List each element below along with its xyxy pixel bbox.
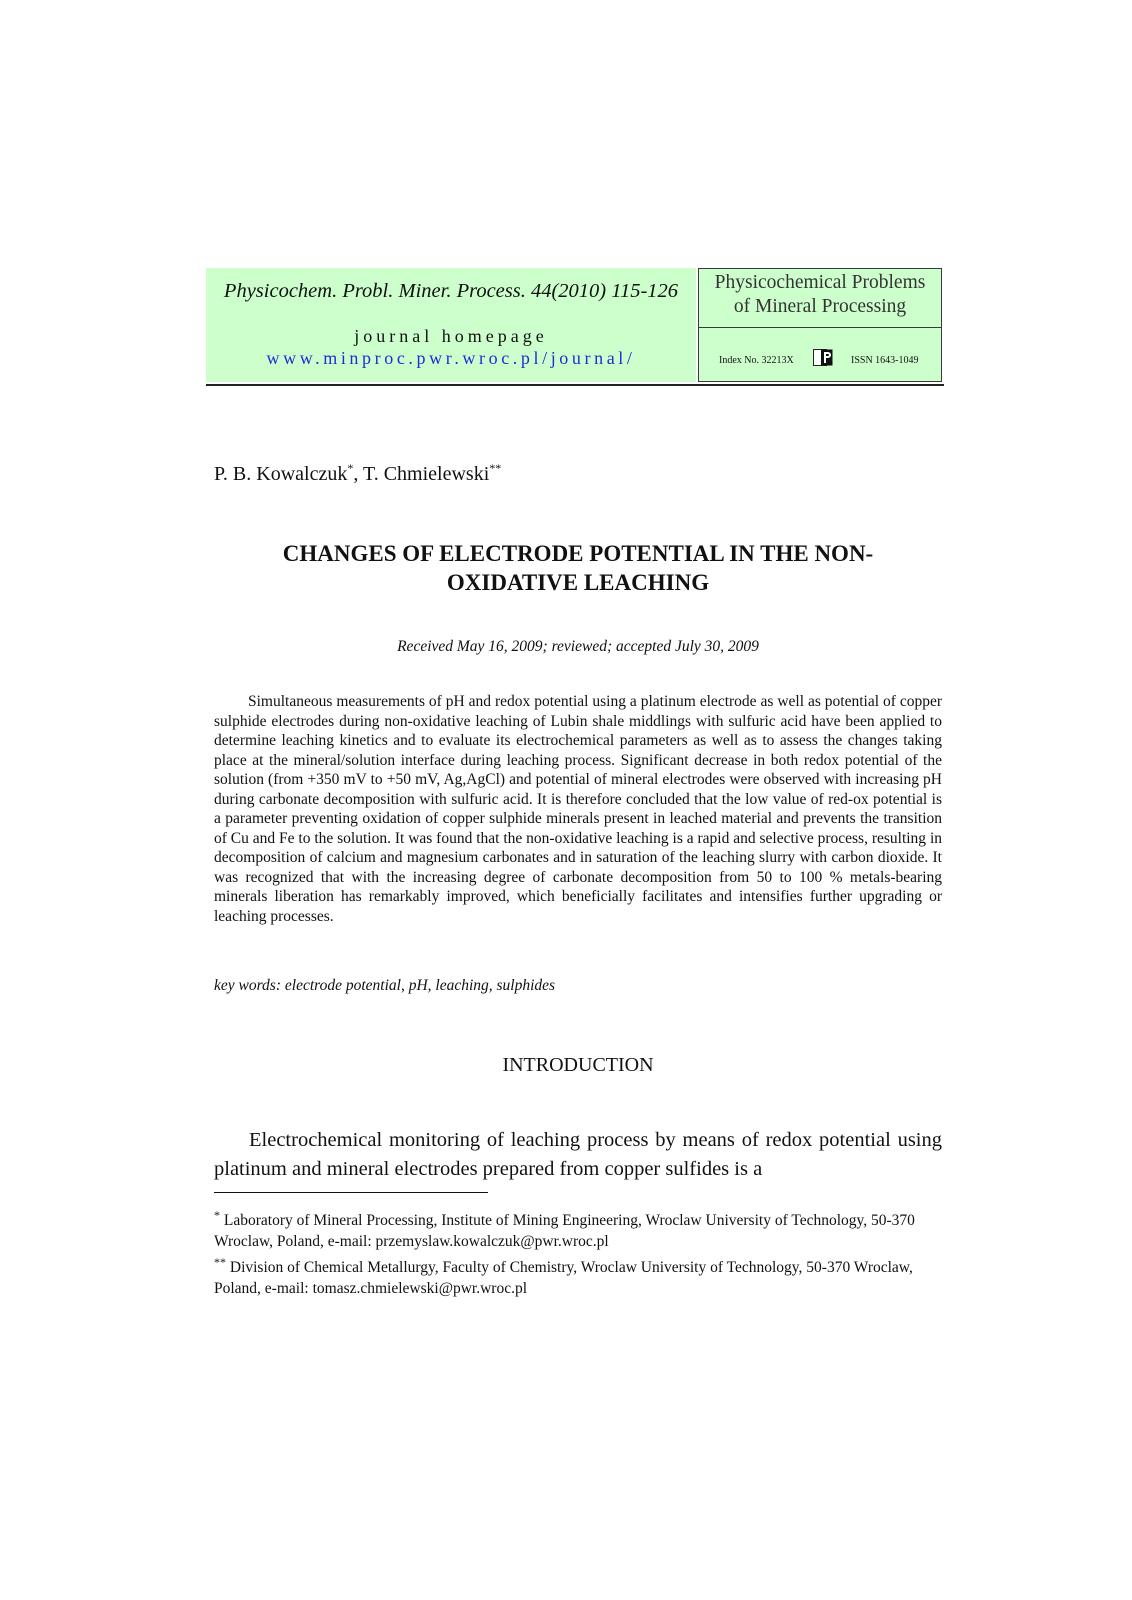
header-rule [206, 384, 944, 386]
journal-citation: Physicochem. Probl. Miner. Process. 44(2010) 115-126 [223, 280, 679, 302]
issn-number: ISSN 1643-1049 [851, 355, 919, 366]
footnote [214, 1208, 942, 1252]
publisher-logo-icon [813, 349, 833, 366]
footnote [214, 1255, 942, 1299]
journal-header [206, 268, 944, 384]
logo-divider [699, 327, 941, 328]
received-dates: Received May 16, 2009; reviewed; accepted July 30, 2009 [397, 638, 759, 655]
homepage-link[interactable]: www.minproc.pwr.wroc.pl/journal/ [266, 348, 636, 368]
footnote-rule [214, 1192, 488, 1193]
paper-title-line2: OXIDATIVE LEACHING [446, 570, 710, 595]
author-name: P. B. Kowalczuk [214, 463, 348, 485]
journal-logo-box [698, 268, 942, 382]
homepage-label: journal homepage [354, 326, 548, 346]
paper-title [214, 539, 942, 597]
footnote-text: Laboratory of Mineral Processing, Institute of Mining Engineering, Wroclaw University of Technology, 50-370 Wroclaw, Poland, e-mail: przemyslaw.kowalczuk@pwr.wroc.pl [214, 1212, 915, 1250]
journal-name [699, 271, 941, 319]
paper-title-line1: CHANGES OF ELECTRODE POTENTIAL IN THE NON- [282, 541, 874, 566]
keywords: key words: electrode potential, pH, leaching, sulphides [214, 977, 556, 994]
author-line [214, 463, 501, 486]
section-heading: INTRODUCTION [502, 1054, 654, 1076]
abstract: Simultaneous measurements of pH and redox potential using a platinum electrode as well as potential of copper sulphide electrodes during non-oxidative leaching of Lubin shale middlings with sulfuric acid have been applied to determine leaching kinetics and to evaluate its electrochemical parameters as well as to assess the changes taking place at the mineral/solution interface during leaching process. Significant decrease in both redox potential of the solution (from +350 mV to +50 mV, Ag,AgCl) and potential of mineral electrodes were observed with increasing pH during carbonate decomposition with sulfuric acid. It is therefore concluded that the low value of red-ox potential is a parameter preventing oxidation of copper sulphide minerals present in leached material and prevents the transition of Cu and Fe to the solution. It was found that the non-oxidative leaching is a rapid and selective process, resulting in decomposition of calcium and magnesium carbonates and in saturation of the leaching slurry with carbon dioxide. It was recognized that with the increasing degree of carbonate decomposition from 50 to 100 % metals-bearing minerals liberation has remarkably improved, which beneficially facilitates and intensifies further upgrading or leaching processes. [214, 693, 942, 925]
index-number: Index No. 32213X [719, 355, 794, 366]
author-separator: , [353, 463, 363, 485]
author-name: T. Chmielewski [362, 463, 490, 485]
journal-name-line2: of Mineral Processing [733, 296, 907, 317]
intro-paragraph: Electrochemical monitoring of leaching process by means of redox potential using platinum and mineral electrodes prepared from copper sulfides is a [214, 1129, 942, 1180]
footnote-text: Division of Chemical Metallurgy, Faculty of Chemistry, Wroclaw University of Technology, 50-370 Wroclaw, Poland, e-mail: tomasz.chmielewski@pwr.wroc.pl [214, 1259, 913, 1297]
author-affiliation-mark: * [347, 461, 354, 475]
journal-name-line1: Physicochemical Problems [714, 272, 926, 293]
author-affiliation-mark: ** [489, 461, 502, 475]
footnote-mark: ** [214, 1255, 226, 1269]
footnote-mark: * [214, 1208, 220, 1222]
citation-box [206, 268, 696, 382]
